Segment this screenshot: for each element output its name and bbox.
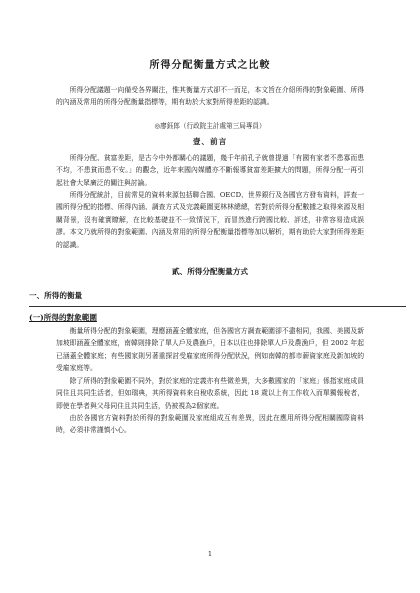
preface-paragraph-1: 所得分配、貧富差距，是古今中外都關心的議題，幾千年前孔子就曾提過「有國有家者不患寡而患不均，不患貧而患不安。」的觀念，近年來國內媒體亦不斷報導貧富差距擴大的問題，所得分配一再引起社會大眾廣泛的關注與討論。: [56, 153, 364, 187]
scope-paragraph-1: 衡量所得分配的對象範圍，理應涵蓋全體家庭，但各國官方調查範圍卻不盡相同，我國、美國及新加坡即涵蓋全體家庭，南韓則排除了單人戶及農漁戶，日本以往也排除單人戶及農漁戶，但 2002 年起已涵蓋全體家庭；有些國家則另著重探討受雇家庭所得分配狀況，例如南韓的都市薪資家庭及新加坡的受雇家庭等。: [56, 327, 364, 373]
section-title-preface: 壹、前言: [192, 136, 228, 146]
page-number: 1: [207, 550, 213, 558]
scope-paragraph-3: 由於各國官方資料對於所得的對象範圍及家庭組成互有差異，因此在應用所得分配相關國際資料時，必須非常謹慎小心。: [56, 413, 364, 435]
chapter-title-measurement: 貳、所得分配衡量方式: [172, 267, 248, 277]
abstract-paragraph: 所得分配議題一向備受各界關注，惟其衡量方式卻不一而足，本文旨在介紹所得的對象範圍、所得的內涵及常用的所得分配衡量指標等，期有助於大家對所得差距的認識。: [56, 86, 364, 107]
scope-paragraph-2: 除了所得的對象範圍不同外，對於家庭的定義亦有些微差異，大多數國家的「家庭」係指家庭成員同住且共同生活者，但如瑞典，其所得資料來自稅收系統，因此 18 歲以上有工作收入而單獨報稅者，即使在學者與父母同住且共同生活，仍被視為2個家庭。: [56, 376, 364, 410]
heading-income-scope: [29, 312, 364, 323]
author-line: ◎廖鈺郎（行政院主計處第三局專員）: [154, 121, 266, 130]
document-title: 所得分配衡量方式之比較: [149, 60, 271, 71]
heading-income-scope-text: (一)所得的對象範圍: [29, 313, 97, 323]
preface-paragraph-2: 所得分配統計，目前常見的資料來源包括聯合國、OECD、世界銀行及各國官方發布資料，詳查一國所得分配的指標、所得內涵、調查方式及完義範圍更林林總總，若對於所得分配數據之取得來源及相關背景，沒有確實瞭解，在比較基礎並不一致情況下，而冒然進行跨國比較、評述，非常容易造成誤謬。本文乃就所得的對象範圍、內涵及常用的所得分配衡量指標等加以解析，期有助於大家對所得差距的認識。: [56, 191, 364, 249]
heading-income-measurement: 一、所得的衡量: [29, 291, 83, 301]
section-divider: [29, 306, 406, 307]
